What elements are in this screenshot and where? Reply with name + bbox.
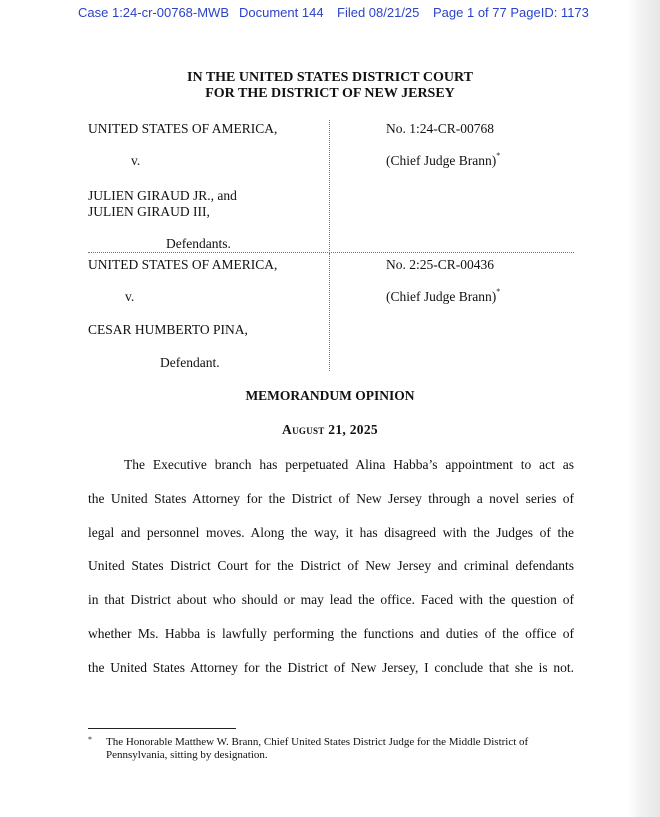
filing-header (78, 5, 598, 23)
caption1-case-number: No. 1:24-CR-00768 (386, 121, 494, 136)
body-line: the United States Attorney for the District of New Jersey through a novel series of (88, 490, 574, 506)
court-heading-line2: FOR THE DISTRICT OF NEW JERSEY (205, 86, 455, 101)
caption2-judge-name: (Chief Judge Brann) (386, 289, 497, 304)
page-edge-shadow (628, 0, 660, 817)
header-document-number: Document 144 (239, 5, 324, 20)
caption1-judge-name: (Chief Judge Brann) (386, 153, 497, 168)
header-page-info: Page 1 of 77 PageID: 1173 (433, 5, 589, 20)
body-line: whether Ms. Habba is lawfully performing the functions and duties of the office of (88, 625, 574, 641)
footnote-rule (88, 728, 236, 729)
footnote-text: The Honorable Matthew W. Brann, Chief United States District Judge for the Middle District of Pennsylvania, sitting by designation. (106, 736, 529, 761)
body-line: in that District about who should or may lead the office. Faced with the question of (88, 592, 574, 608)
caption1-defendant-line2: JULIEN GIRAUD III, (88, 204, 210, 219)
opinion-body-paragraph (88, 448, 574, 685)
caption2-divider (329, 253, 330, 371)
court-heading-line1: IN THE UNITED STATES DISTRICT COURT (187, 70, 473, 85)
body-line: the United States Attorney for the District of New Jersey, I conclude that she is not. (88, 659, 574, 675)
opinion-date: August 21, 2025 (282, 422, 378, 437)
caption2-case-number: No. 2:25-CR-00436 (386, 257, 494, 272)
caption1-versus: v. (131, 153, 141, 168)
caption1-plaintiff: UNITED STATES OF AMERICA, (88, 121, 278, 136)
body-line: legal and personnel moves. Along the way, it has disagreed with the Judges of the (88, 524, 574, 540)
caption2-footnote-mark: * (496, 287, 501, 296)
caption-separator (88, 252, 574, 253)
opinion-title: MEMORANDUM OPINION (245, 388, 415, 403)
caption1-judge (386, 153, 500, 169)
body-line: United States District Court for the District of New Jersey and criminal defendants (88, 558, 574, 574)
caption2-plaintiff: UNITED STATES OF AMERICA, (88, 257, 278, 272)
court-heading (0, 70, 660, 102)
caption1-role: Defendants. (166, 236, 231, 251)
caption2-role: Defendant. (160, 355, 220, 370)
caption2-versus: v. (125, 289, 135, 304)
footnote-mark: * (88, 735, 92, 744)
caption1-divider (329, 120, 330, 253)
caption1-defendant-line1: JULIEN GIRAUD JR., and (88, 188, 237, 203)
header-filed-date: Filed 08/21/25 (337, 5, 420, 20)
body-line: The Executive branch has perpetuated Alina Habba’s appointment to act as (124, 457, 574, 472)
caption1-footnote-mark: * (496, 151, 501, 160)
caption2-judge (386, 289, 500, 305)
header-case-number: Case 1:24-cr-00768-MWB (78, 5, 229, 20)
caption2-defendant: CESAR HUMBERTO PINA, (88, 322, 248, 337)
